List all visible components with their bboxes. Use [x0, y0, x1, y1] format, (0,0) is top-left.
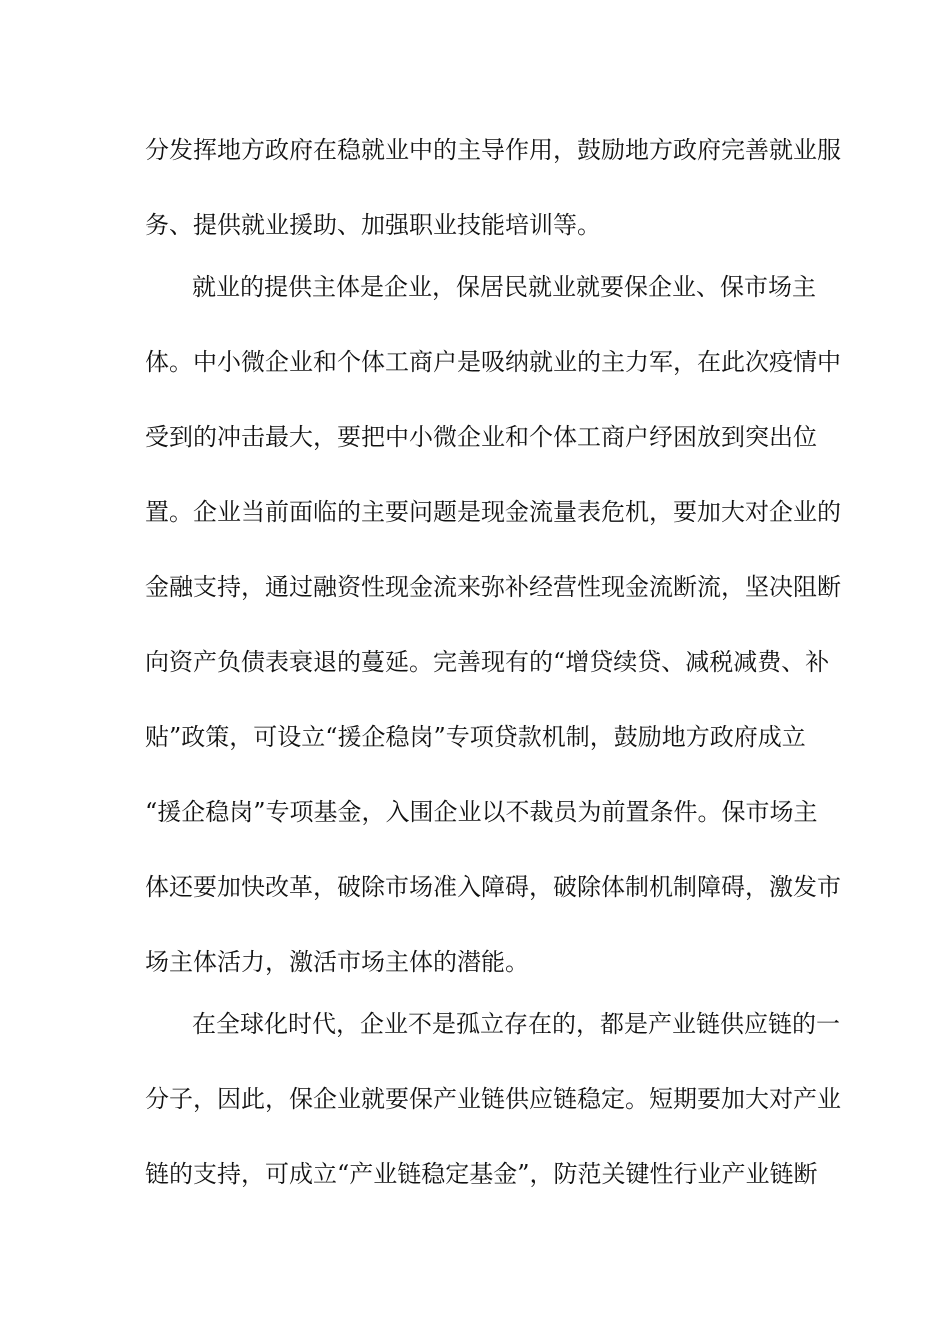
text-line: 务、提供就业援助、加强职业技能培训等。 — [145, 211, 601, 239]
text-line: 金融支持，通过融资性现金流来弥补经营性现金流断流，坚决阻断 — [145, 573, 841, 601]
text-line: “援企稳岗”专项基金，入围企业以不裁员为前置条件。保市场主 — [145, 798, 818, 826]
text-line: 置。企业当前面临的主要问题是现金流量表危机，要加大对企业的 — [145, 498, 841, 526]
text-line: 体还要加快改革，破除市场准入障碍，破除体制机制障碍，激发市 — [145, 873, 841, 901]
paragraph-start-line: 在全球化时代，企业不是孤立存在的，都是产业链供应链的一 — [192, 1010, 840, 1038]
text-line: 分子，因此，保企业就要保产业链供应链稳定。短期要加大对产业 — [145, 1085, 841, 1113]
text-line: 场主体活力，激活市场主体的潜能。 — [145, 948, 529, 976]
text-line: 向资产负债表衰退的蔓延。完善现有的“增贷续贷、减税减费、补 — [145, 648, 830, 676]
text-line: 链的支持，可成立“产业链稳定基金”，防范关键性行业产业链断 — [145, 1160, 818, 1188]
paragraph-start-line: 就业的提供主体是企业，保居民就业就要保企业、保市场主 — [192, 273, 816, 301]
text-line: 分发挥地方政府在稳就业中的主导作用，鼓励地方政府完善就业服 — [145, 136, 841, 164]
text-line: 体。中小微企业和个体工商户是吸纳就业的主力军，在此次疫情中 — [145, 348, 841, 376]
text-line: 贴”政策，可设立“援企稳岗”专项贷款机制，鼓励地方政府成立 — [145, 723, 806, 751]
text-line: 受到的冲击最大，要把中小微企业和个体工商户纾困放到突出位 — [145, 423, 817, 451]
